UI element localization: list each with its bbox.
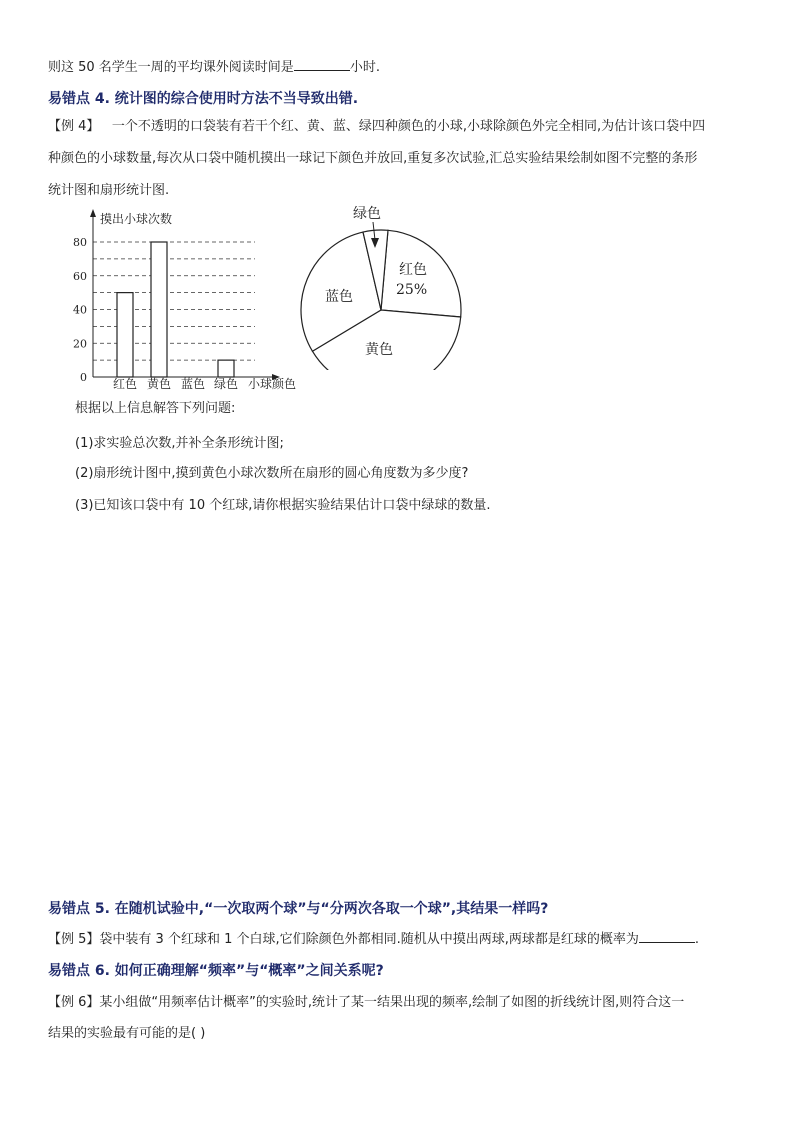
top-question-line <box>48 58 380 77</box>
example-4-line-1 <box>48 118 705 136</box>
bar-chart-y-axis-label: 摸出小球次数 <box>100 212 173 226</box>
bar-chart-y-tick-label: 60 <box>73 269 87 283</box>
example-5-line: 【例 5】袋中装有 3 个红球和 1 个白球,它们除颜色外都相同.随机从中摸出两球,两球都是红球的概率为 . <box>48 932 700 947</box>
bar-chart-category-label: 黄色 <box>146 377 172 391</box>
pie-label-red: 红色 <box>399 262 427 278</box>
example-5-text: 袋中装有 3 个红球和 1 个白球,它们除颜色外都相同.随机从中摸出两球,两球都是红球的概率为 <box>99 932 639 947</box>
example-5-answer-blank <box>639 930 695 943</box>
bar-1 <box>151 242 167 377</box>
bar-chart-category-label: 绿色 <box>213 377 239 391</box>
example-6-line-2: 结果的实验最有可能的是( ) <box>48 1026 206 1041</box>
questions-intro: 根据以上信息解答下列问题: <box>75 401 236 416</box>
bar-chart-category-label: 蓝色 <box>180 377 206 391</box>
pie-label-green: 绿色 <box>353 206 381 222</box>
question-2: (2)扇形统计图中,摸到黄色小球次数所在扇形的圆心角度数为多少度? <box>75 466 469 481</box>
bar-chart <box>60 205 310 395</box>
bar-3 <box>218 360 234 377</box>
answer-blank <box>294 58 350 71</box>
example-4-tag: 【例 4】 <box>48 119 100 134</box>
example-5-tag: 【例 5】 <box>48 932 100 947</box>
top-question-text: 则这 50 名学生一周的平均课外阅读时间是 <box>48 60 294 75</box>
example-6-tag: 【例 6】 <box>48 995 100 1010</box>
bar-chart-y-tick-label: 20 <box>73 337 87 351</box>
bar-chart-category-label: 红色 <box>112 377 138 391</box>
bar-chart-x-axis-label: 小球颜色 <box>248 377 297 391</box>
bar-chart-y-axis-arrow <box>90 209 96 217</box>
pie-label-yellow: 黄色 <box>365 342 393 358</box>
bar-chart-y-tick-label: 0 <box>80 371 87 384</box>
question-1: (1)求实验总次数,并补全条形统计图; <box>75 436 284 451</box>
example-6-line-1 <box>48 994 684 1012</box>
top-question-unit: 小时. <box>349 60 380 75</box>
example-6-text-1: 某小组做“用频率估计概率”的实验时,统计了某一结果出现的频率,绘制了如图的折线统计图,则符合这一 <box>99 995 685 1010</box>
section-4-heading: 易错点 4. 统计图的综合使用时方法不当导致出错. <box>48 91 359 107</box>
pie-label-red-percent: 25% <box>396 282 428 298</box>
example-4-text-1: 一个不透明的口袋装有若干个红、黄、蓝、绿四种颜色的小球,小球除颜色外完全相同,为估计该口袋中四 <box>111 119 706 134</box>
bar-chart-y-tick-label: 80 <box>73 236 87 249</box>
question-3: (3)已知该口袋中有 10 个红球,请你根据实验结果估计口袋中绿球的数量. <box>75 498 491 513</box>
bar-chart-y-tick-label: 40 <box>73 303 87 317</box>
bar-0 <box>117 293 133 377</box>
example-4-line-3: 统计图和扇形统计图. <box>48 183 170 198</box>
section-6-heading: 易错点 6. 如何正确理解“频率”与“概率”之间关系呢? <box>48 963 384 979</box>
section-5-heading: 易错点 5. 在随机试验中,“一次取两个球”与“分两次各取一个球”,其结果一样吗? <box>48 901 549 917</box>
pie-chart <box>295 200 475 370</box>
example-4-line-2: 种颜色的小球数量,每次从口袋中随机摸出一球记下颜色并放回,重复多次试验,汇总实验结果绘制如图不完整的条形 <box>48 151 698 166</box>
pie-label-blue: 蓝色 <box>325 289 353 305</box>
